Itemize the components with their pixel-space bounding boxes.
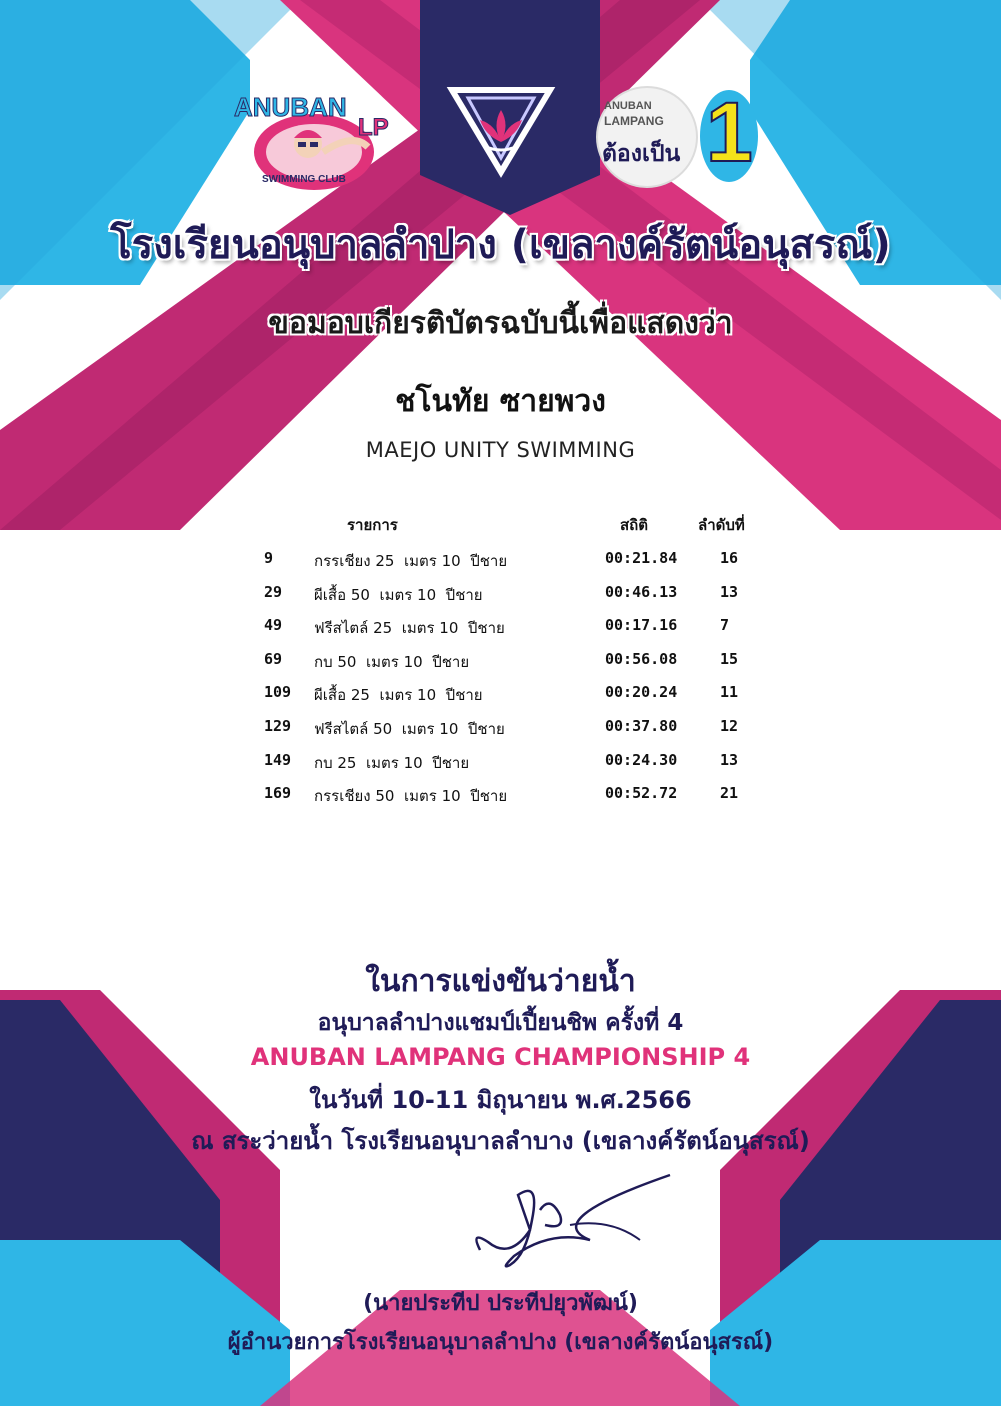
event-time: 00:37.80 (605, 717, 678, 735)
event-number: 129 (264, 717, 292, 735)
event-time: 00:20.24 (605, 683, 678, 702)
anuban-lampang-number-one-logo (596, 86, 762, 186)
event-number: 69 (264, 649, 283, 668)
signatory-name: (นายประทีป ประทีปยุวพัฒน์) (363, 1291, 638, 1316)
school-title: โรงเรียนอนุบาลลำปาง (เขลางค์รัตน์อนุสรณ์) (110, 222, 891, 268)
school-emblem-lotus-icon (440, 80, 562, 180)
event-number: 169 (264, 784, 292, 803)
director-signature (470, 1170, 680, 1280)
event-number: 29 (264, 582, 283, 601)
competition-line-2: อนุบาลลำปางแชมป์เปี้ยนชิพ ครั้งที่ 4 (317, 1010, 684, 1036)
table-row (0, 650, 1001, 680)
competition-line-1: ในการแข่งขันว่ายน้ำ (365, 964, 636, 999)
event-rank: 7 (720, 616, 730, 635)
logo-slogan-text: ต้องเป็น (602, 141, 681, 167)
logo-anuban-small-text: ANUBAN (604, 100, 652, 112)
event-name: ผีเสื้อ 50 เมตร 10 ปีชาย (314, 585, 483, 604)
event-name: กบ 50 เมตร 10 ปีชาย (314, 652, 470, 671)
table-row (0, 583, 1001, 613)
event-time: 00:17.16 (605, 616, 678, 635)
event-name: ฟรีสไตล์ 25 เมตร 10 ปีชาย (314, 619, 505, 638)
logo-lampang-small-text: LAMPANG (604, 114, 664, 128)
event-rank: 12 (720, 717, 739, 735)
header-time: สถิติ (620, 516, 648, 534)
event-name: ฟรีสไตล์ 50 เมตร 10 ปีชาย (314, 720, 505, 738)
table-row (0, 784, 1001, 814)
event-rank: 13 (720, 582, 739, 601)
competition-date: ในวันที่ 10-11 มิถุนายน พ.ศ.2566 (309, 1086, 692, 1114)
anuban-lp-swimming-logo (228, 92, 400, 192)
event-rank: 13 (720, 750, 739, 769)
event-name: กรรเชียง 50 เมตร 10 ปีชาย (314, 787, 508, 806)
event-name: กบ 25 เมตร 10 ปีชาย (314, 753, 470, 772)
logo-number-one: 1 (706, 85, 753, 179)
event-rank: 16 (720, 549, 739, 567)
event-rank: 11 (720, 683, 739, 702)
event-name: กรรเชียง 25 เมตร 10 ปีชาย (314, 552, 508, 570)
logo-lp-text: LP (358, 114, 389, 141)
logo-swimming-club-text: SWIMMING CLUB (262, 174, 346, 185)
header-event: รายการ (347, 516, 398, 534)
competition-venue: ณ สระว่ายน้ำ โรงเรียนอนุบาลลำบาง (เขลางค์รัตน์อนุสรณ์) (191, 1127, 810, 1155)
event-name: ผีเสื้อ 25 เมตร 10 ปีชาย (314, 686, 483, 705)
event-time: 00:46.13 (605, 582, 678, 601)
table-row (0, 717, 1001, 747)
club-name: MAEJO UNITY SWIMMING (365, 438, 636, 462)
event-time: 00:24.30 (605, 750, 678, 769)
event-time: 00:52.72 (605, 784, 678, 803)
recipient-name: ชโนทัย ซายพวง (395, 384, 606, 419)
event-number: 49 (264, 616, 283, 635)
competition-line-3: ANUBAN LAMPANG CHAMPIONSHIP 4 (250, 1043, 751, 1071)
event-number: 149 (264, 750, 292, 769)
header-rank: ลำดับที่ (698, 516, 745, 534)
logo-anuban-text: ANUBAN (234, 92, 347, 122)
table-row (0, 616, 1001, 646)
signatory-position: ผู้อำนวยการโรงเรียนอนุบาลลำปาง (เขลางค์รัตน์อนุสรณ์) (227, 1330, 774, 1355)
event-time: 00:21.84 (605, 549, 678, 567)
table-row (0, 549, 1001, 579)
event-rank: 15 (720, 649, 739, 668)
event-number: 109 (264, 683, 292, 702)
table-row (0, 683, 1001, 713)
event-number: 9 (264, 549, 274, 567)
certificate-subtitle: ขอมอบเกียรติบัตรฉบับนี้เพื่อแสดงว่า (268, 306, 733, 341)
event-time: 00:56.08 (605, 649, 678, 668)
event-rank: 21 (720, 784, 739, 803)
table-row (0, 751, 1001, 781)
